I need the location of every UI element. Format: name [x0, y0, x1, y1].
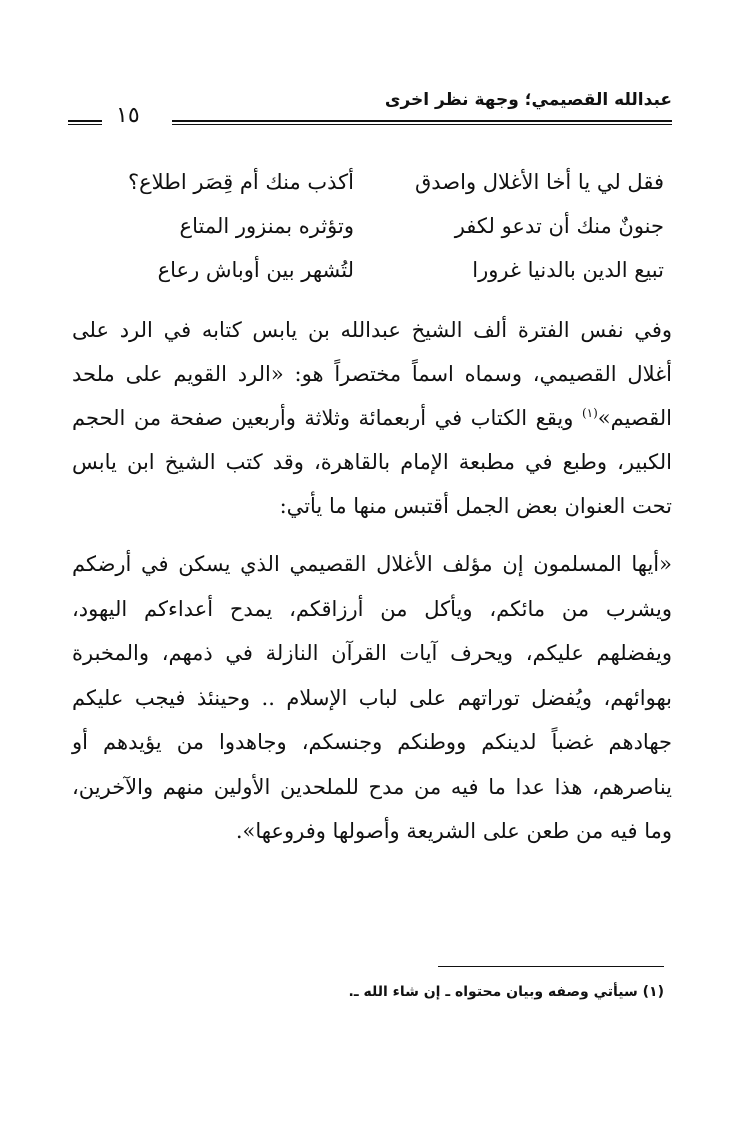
- verse-first-hemistich: فقل لي يا أخا الأغلال واصدق: [414, 170, 664, 194]
- header-rule: [172, 120, 672, 125]
- footnote-reference[interactable]: (١): [581, 406, 598, 420]
- verse-second-hemistich: وتؤثره بمنزور المتاع: [179, 214, 354, 238]
- verse-first-hemistich: جنونٌ منك أن تدعو لكفر: [454, 214, 664, 238]
- page-number: ١٥: [116, 103, 140, 128]
- header-rule-short: [68, 120, 102, 125]
- paragraph-text: وفي نفس الفترة ألف الشيخ عبدالله بن يابس كتابه في الرد على أغلال القصيمي، وسماه اسماً مختصراً هو: «الرد القويم على ملحد القصيم»: [72, 318, 672, 430]
- verse-first-hemistich: تبيع الدين بالدنيا غرورا: [472, 258, 664, 282]
- verse: [84, 204, 664, 248]
- footnote: (١) سيأتي وصفه وبيان محتواه ـ إن شاء الله ـ.: [348, 984, 664, 1000]
- verse: [84, 160, 664, 204]
- verse-second-hemistich: أكذب منك أم قِصَر اطلاع؟: [127, 170, 354, 194]
- paragraph-text-continued: ويقع الكتاب في أربعمائة وثلاثة وأربعين صفحة من الحجم الكبير، وطبع في مطبعة الإمام بالقاهرة، وقد كتب الشيخ ابن يابس تحت العنوان بعض الجمل أقتبس منها ما يأتي:: [72, 406, 672, 518]
- verse: [84, 248, 664, 292]
- verse-second-hemistich: لتُشهر بين أوباش رعاع: [157, 258, 354, 282]
- footnote-divider: [438, 966, 664, 967]
- page-header: [68, 88, 672, 128]
- poem: [84, 160, 664, 292]
- running-title: عبدالله القصيمي؛ وجهة نظر اخرى: [384, 90, 672, 110]
- quotation: «أيها المسلمون إن مؤلف الأغلال القصيمي الذي يسكن في أرضكم ويشرب من مائكم، ويأكل من أرزاقكم، يمدح أعداءكم اليهود، ويفضلهم عليكم، ويحرف آيات القرآن النازلة في ذمهم، والمخبرة بهوائهم، ويُفضل توراتهم على لباب الإسلام .. وحينئذ فيجب عليكم جهادهم غضباً لدينكم ووطنكم وجنسكم، وجاهدوا من يؤيدهم أو يناصرهم، هذا عدا ما فيه من مدح للملحدين الأولين منهم والآخرين، وما فيه من طعن على الشريعة وأصولها وفروعها».: [72, 552, 672, 843]
- body-text: [72, 308, 672, 854]
- paragraph: [72, 308, 672, 528]
